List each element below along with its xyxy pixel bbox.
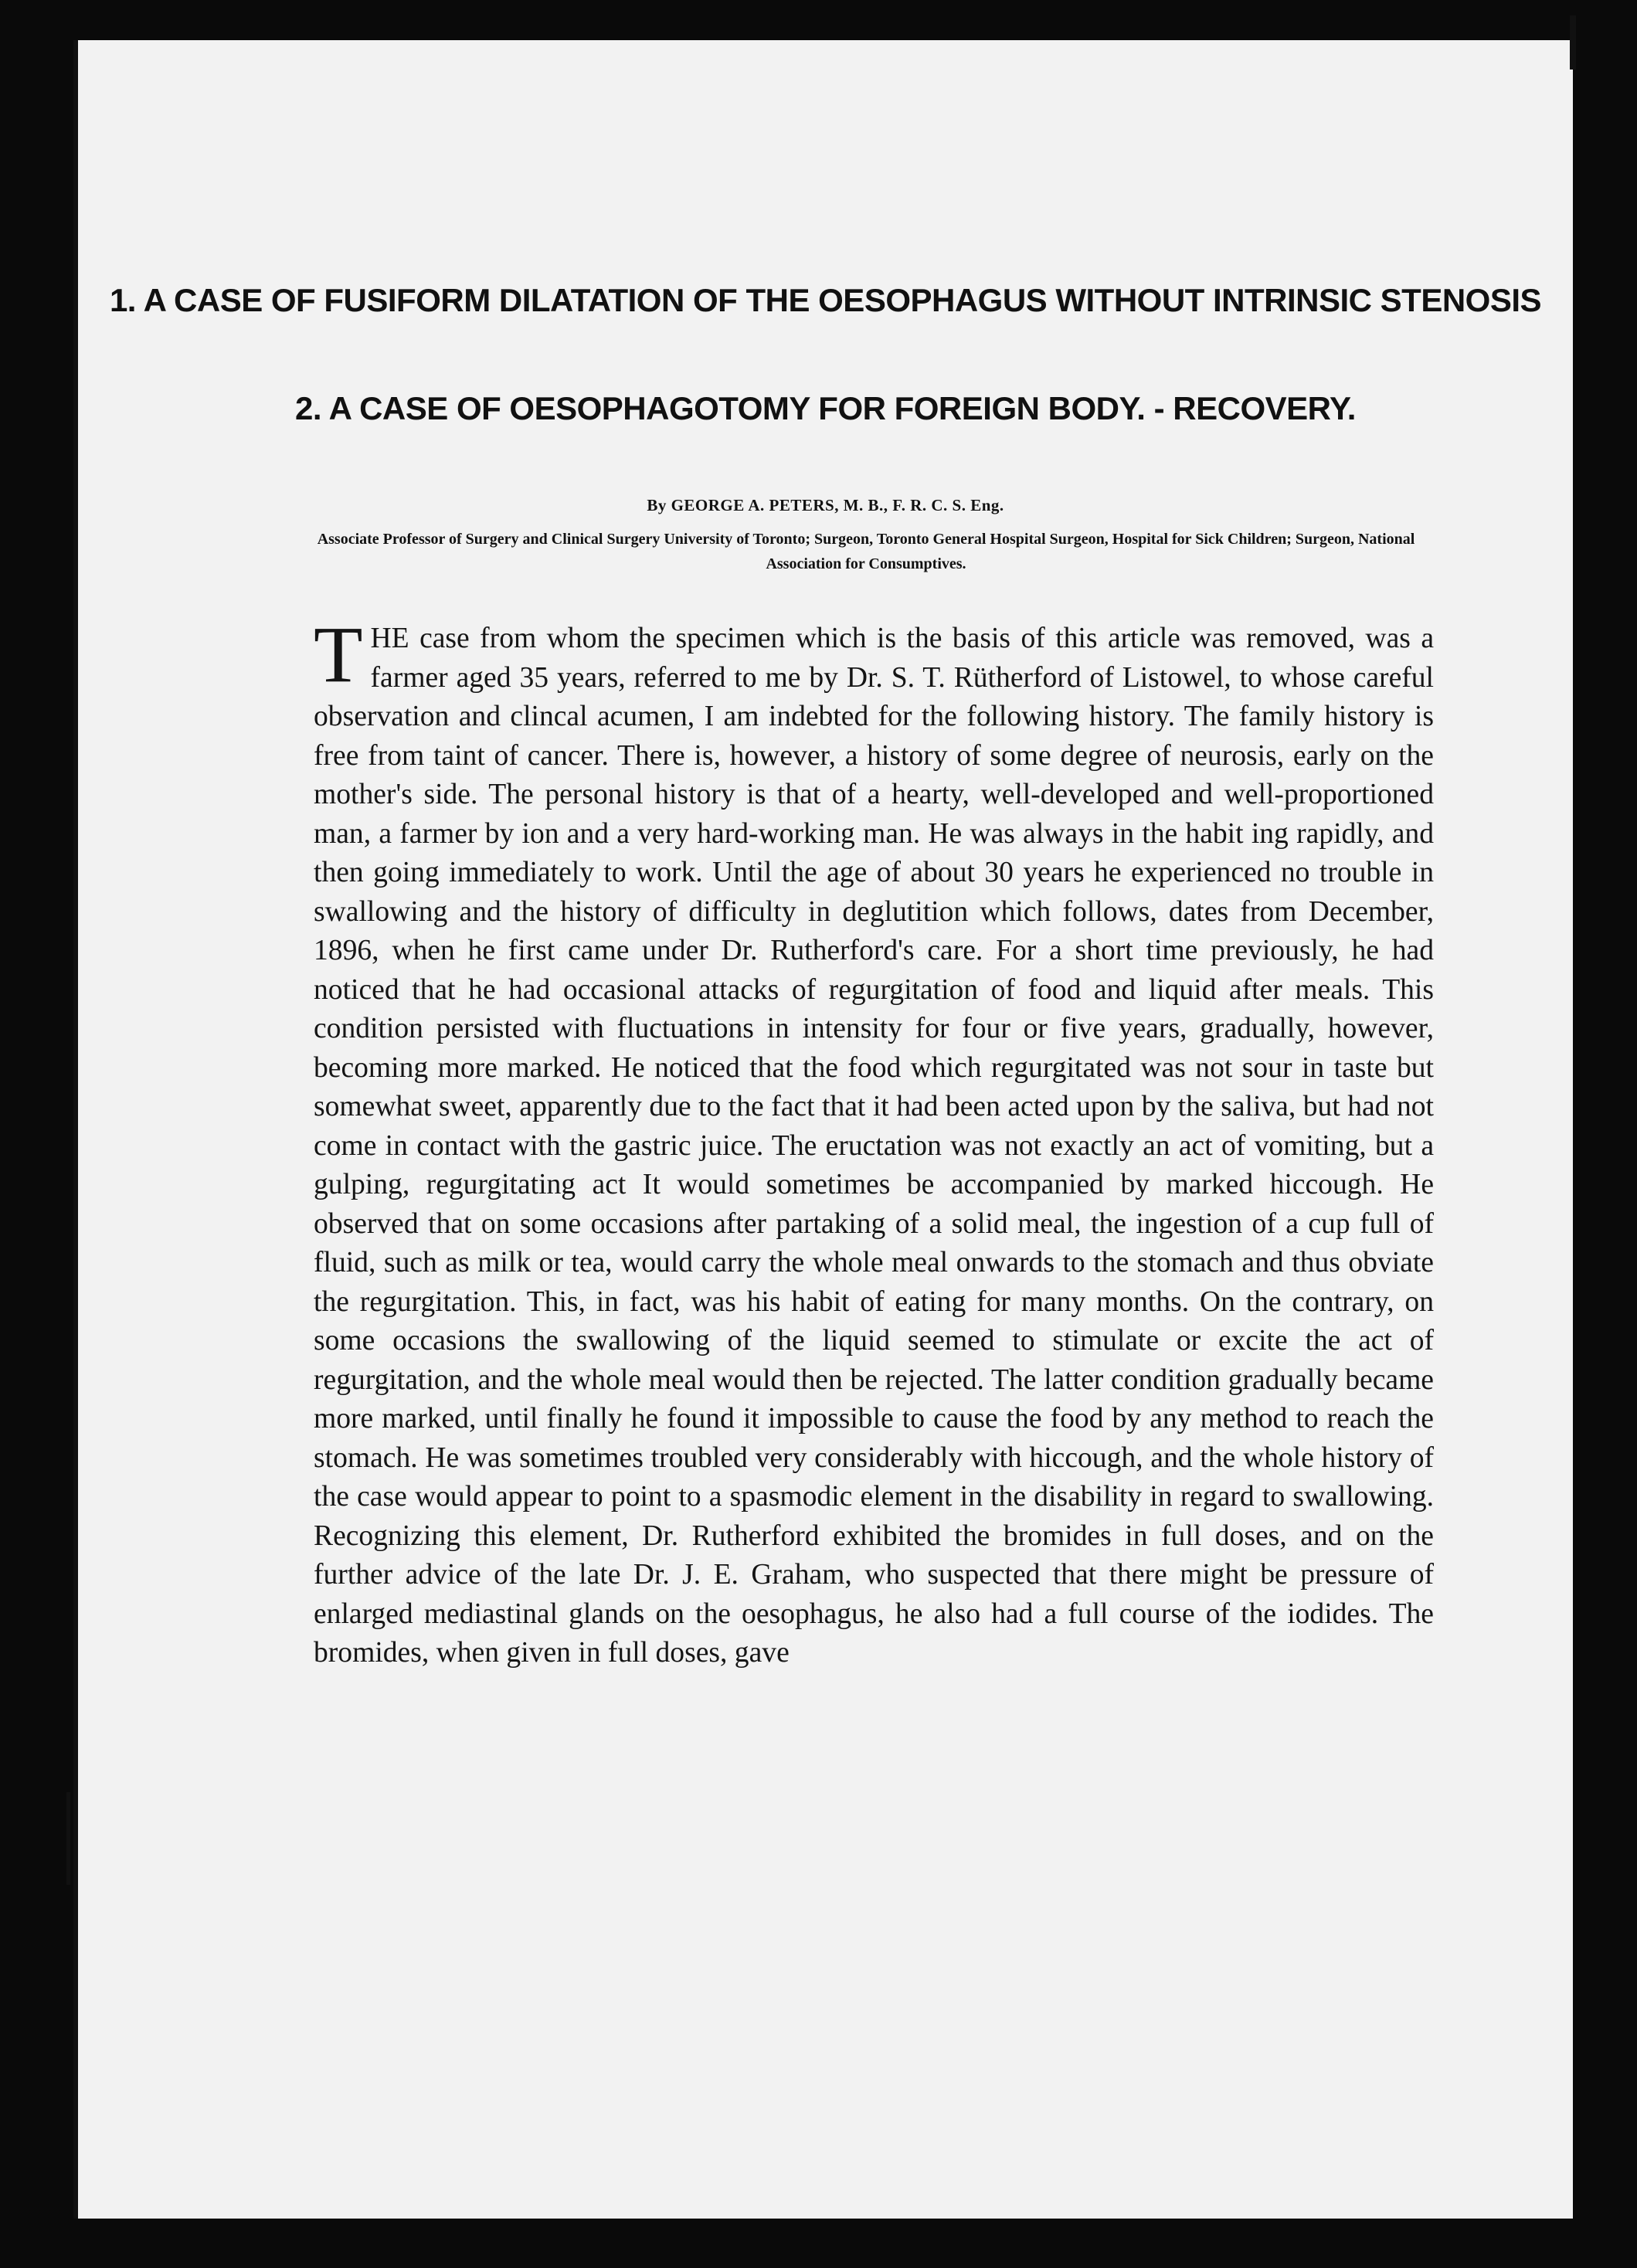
article-body [314,610,1434,1673]
drop-cap: T [314,610,363,699]
article-body-text: HE case from whom the specimen which is the basis of this article was removed, was a farmer aged 35 years, referred to me by Dr. S. T. Rütherford of Listowel, to whose careful observation and clincal acumen, I am indebted for the following history. The family history is free from taint of cancer. There is, however, a history of some degree of neurosis, early on the mother's side. The personal history is that of a hearty, well-developed and well-proportioned man, a farmer by ion and a very hard-working man. He was always in the habit ing rapidly, and then going immediately to work. Until the age of about 30 years he experienced no trouble in swallowing and the history of difficulty in deglutition which follows, dates from December, 1896, when he first came under Dr. Rutherford's care. For a short time previously, he had noticed that he had occasional attacks of regurgitation of food and liquid after meals. This condition persisted with fluctuations in intensity for four or five years, gradually, however, becoming more marked. He noticed that the food which regurgitated was not sour in taste but somewhat sweet, apparently due to the fact that it had been acted upon by the saliva, but had not come in contact with the gastric juice. The eructation was not exactly an act of vomiting, but a gulping, regurgitating act It would sometimes be accompanied by marked hiccough. He observed that on some occasions after partaking of a solid meal, the ingestion of a cup full of fluid, such as milk or tea, would carry the whole meal onwards to the stomach and thus obviate the regurgitation. This, in fact, was his habit of eating for many months. On the contrary, on some occasions the swallowing of the liquid seemed to stimulate or excite the act of regurgitation, and the whole meal would then be rejected. The latter condition gradually became more marked, until finally he found it impossible to cause the food by any method to reach the stomach. He was sometimes troubled very considerably with hiccough, and the whole history of the case would appear to point to a spasmodic element in the disability in regard to swallowing. Recognizing this element, Dr. Rutherford exhibited the bromides in full doses, and on the further advice of the late Dr. J. E. Graham, who suspected that there might be pressure of enlarged mediastinal glands on the oesophagus, he also had a full course of the iodides. The bromides, when given in full doses, gave [314,623,1434,1669]
binding-edge-mark [73,40,78,2219]
author-byline: By GEORGE A. PETERS, M. B., F. R. C. S. Eng. [647,496,1004,514]
article-title-first: 1. A CASE OF FUSIFORM DILATATION OF THE OESOPHAGUS WITHOUT INTRINSIC STENOSIS [109,282,1542,318]
left-margin-mark [66,1792,70,1885]
article-title-second: 2. A CASE OF OESOPHAGOTOMY FOR FOREIGN BODY. - RECOVERY. [295,390,1356,426]
scanned-page [73,40,1573,2219]
author-affiliation: Associate Professor of Surgery and Clinical Surgery University of Toronto; Surgeon, Toronto General Hospital Surgeon, Hospital for Sick Children; Surgeon, National Association for Consumptives. [317,531,1415,572]
article-paragraph [314,610,1434,1673]
right-margin-mark [1570,15,1576,70]
